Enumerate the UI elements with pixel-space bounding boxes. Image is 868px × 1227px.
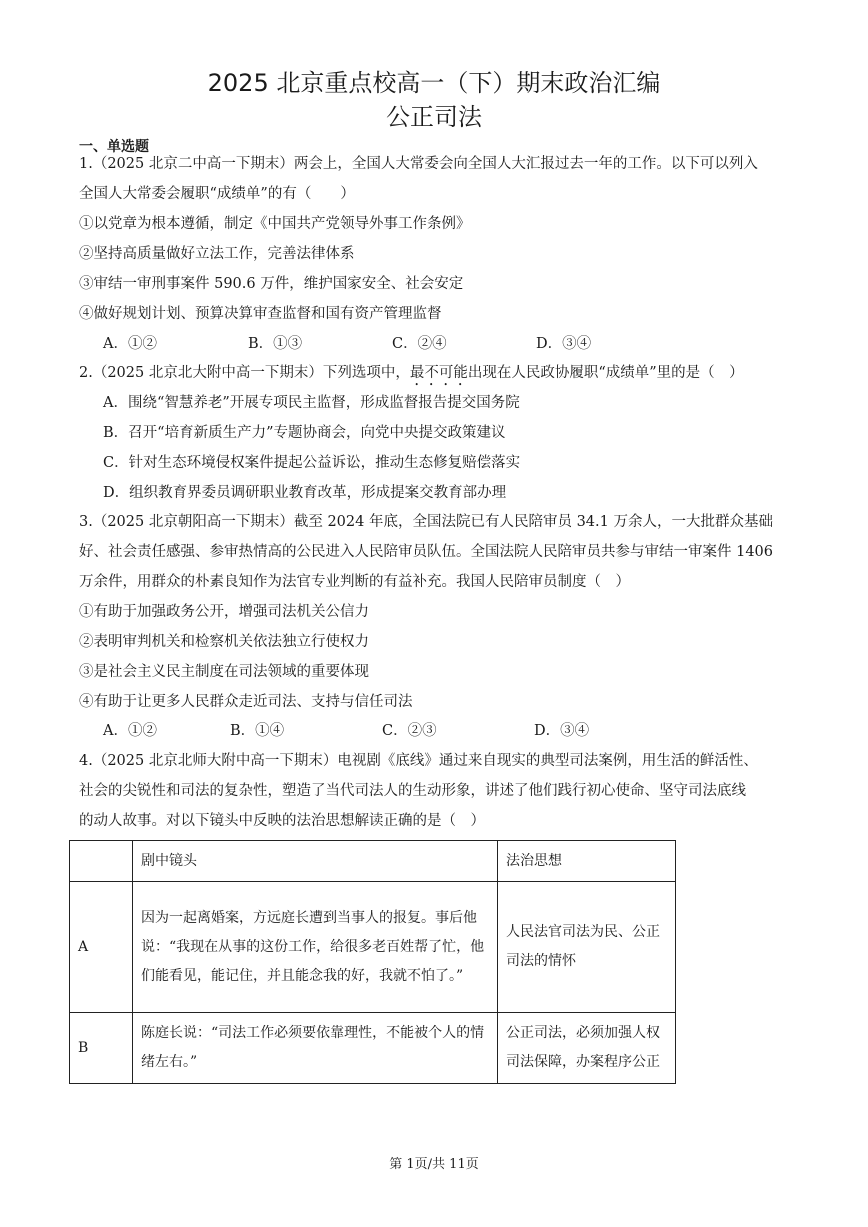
- page-footer: 第 1页/共 11页: [389, 1157, 479, 1172]
- document-title: 2025 北京重点校高一（下）期末政治汇编: [207, 69, 661, 97]
- q3-option-b: B．①④: [230, 723, 285, 739]
- table-row-key: B: [70, 1013, 133, 1084]
- q3-statement-2: ②表明审判机关和检察机关依法独立行使权力: [79, 634, 369, 650]
- q3-stem-line-2: 好、社会责任感强、参审热情高的公民进入人民陪审员队伍。全国法院人民陪审员共参与审结一审案件 1406: [79, 544, 774, 560]
- q2-option-c: C．针对生态环境侵权案件提起公益诉讼，推动生态修复赔偿落实: [103, 455, 521, 471]
- q4-stem-line-2: 社会的尖锐性和司法的复杂性，塑造了当代司法人的生动形象，讲述了他们践行初心使命、坚守司法底线: [79, 783, 746, 799]
- q3-option-a: A．①②: [103, 723, 157, 739]
- q2-stem-suffix: 出现在人民政协履职“成绩单”里的是（ ）: [467, 365, 744, 381]
- q3-statement-4: ④有助于让更多人民群众走近司法、支持与信任司法: [79, 694, 413, 710]
- q1-option-a: A．①②: [103, 336, 157, 352]
- table-row-scene: 因为一起离婚案，方远庭长遭到当事人的报复。事后他说：“我现在从事的这份工作，给很多老百姓帮了忙，他们能看见，能记住，并且能念我的好，我就不怕了。”: [133, 882, 498, 1013]
- table-header-idea: 法治思想: [498, 841, 676, 882]
- q4-table: [69, 840, 676, 1084]
- q2-option-d: D．组织教育界委员调研职业教育改革，形成提案交教育部办理: [103, 485, 507, 501]
- q3-option-d: D．③④: [534, 723, 590, 739]
- q4-stem-line-3: 的动人故事。对以下镜头中反映的法治思想解读正确的是（ ）: [79, 813, 485, 829]
- section-heading: 一、单选题: [79, 139, 149, 155]
- q3-option-c: C．②③: [382, 723, 437, 739]
- q3-stem-line-3: 万余件，用群众的朴素良知作为法官专业判断的有益补充。我国人民陪审员制度（ ）: [79, 574, 630, 590]
- q1-statement-2: ②坚持高质量做好立法工作，完善法律体系: [79, 246, 355, 262]
- document-subtitle: 公正司法: [386, 103, 482, 131]
- table-header-empty: [70, 841, 133, 882]
- table-row-idea: 公正司法，必须加强人权司法保障，办案程序公正: [498, 1013, 676, 1084]
- table-row: [70, 882, 676, 1013]
- table-row-scene: 陈庭长说：“司法工作必须要依靠理性，不能被个人的情绪左右。”: [133, 1013, 498, 1084]
- q2-stem: [79, 363, 791, 389]
- q1-statement-3: ③审结一审刑事案件 590.6 万件，维护国家安全、社会安定: [79, 276, 464, 292]
- q1-option-b: B．①③: [248, 336, 303, 352]
- table-row-key: A: [70, 882, 133, 1013]
- q3-statement-1: ①有助于加强政务公开，增强司法机关公信力: [79, 604, 369, 620]
- q1-option-c: C．②④: [392, 336, 447, 352]
- q4-stem-line-1: 4.（2025 北京北师大附中高一下期末）电视剧《底线》通过来自现实的典型司法案例，用生活的鲜活性、: [79, 753, 758, 769]
- q1-option-d: D．③④: [536, 336, 592, 352]
- q1-statement-4: ④做好规划计划、预算决算审查监督和国有资产管理监督: [79, 306, 442, 322]
- q2-option-b: B．召开“培育新质生产力”专题协商会，向党中央提交政策建议: [103, 425, 506, 441]
- q3-stem-line-1: 3.（2025 北京朝阳高一下期末）截至 2024 年底，全国法院已有人民陪审员 34.1 万余人，一大批群众基础: [79, 514, 773, 530]
- table-header-row: [70, 841, 676, 882]
- q1-stem-line-1: 1.（2025 北京二中高一下期末）两会上，全国人大常委会向全国人大汇报过去一年的工作。以下可以列入: [79, 156, 758, 172]
- q1-statement-1: ①以党章为根本遵循，制定《中国共产党领导外事工作条例》: [79, 216, 471, 232]
- q1-stem-line-2: 全国人大常委会履职“成绩单”的有（ ）: [79, 186, 355, 202]
- q2-stem-prefix: 2.（2025 北京北大附中高一下期末）下列选项中，: [79, 365, 410, 381]
- q2-stem-emphasis: 最不可能: [409, 365, 468, 381]
- table-header-scene: 剧中镜头: [133, 841, 498, 882]
- q3-statement-3: ③是社会主义民主制度在司法领域的重要体现: [79, 664, 369, 680]
- table-row-idea: 人民法官司法为民、公正司法的情怀: [498, 882, 676, 1013]
- q2-option-a: A．围绕“智慧养老”开展专项民主监督，形成监督报告提交国务院: [103, 395, 520, 411]
- table-row: [70, 1013, 676, 1084]
